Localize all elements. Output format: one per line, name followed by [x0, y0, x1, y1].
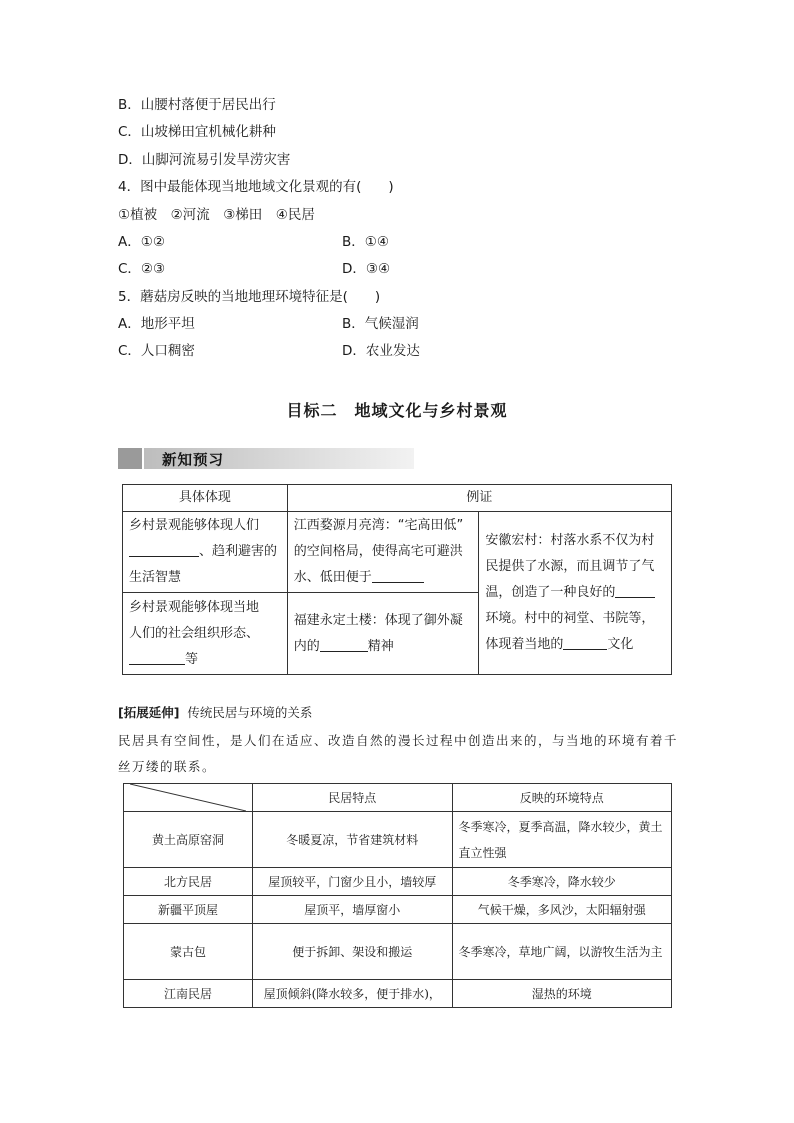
cell-text: 环境。村中的祠堂、书院等，: [485, 611, 655, 626]
fill-blank[interactable]: [320, 637, 368, 652]
section-banner: [118, 448, 414, 469]
option-5d: D．农业发达: [342, 343, 420, 359]
fill-blank[interactable]: [563, 635, 607, 650]
dwelling-name: 江南民居: [124, 980, 253, 1008]
dwelling-env: 冬季寒冷，夏季高温，降水较少，黄土直立性强: [452, 812, 672, 868]
dwelling-env: 冬季寒冷，草地广阔，以游牧生活为主: [452, 924, 672, 980]
table1-r1-c2: [287, 512, 479, 593]
dwelling-feature: 屋顶倾斜(降水较多，便于排水)，: [253, 980, 453, 1008]
extension-heading: [118, 704, 312, 722]
question-4-items: ①植被 ②河流 ③梯田 ④民居: [118, 207, 315, 223]
preview-table: [122, 484, 672, 675]
cell-text: 福建永定土楼：体现了御外凝: [293, 612, 463, 628]
cell-text: 民提供了水源，而且调节了气: [485, 559, 655, 574]
cell-text-part: 体现着当地的: [485, 637, 564, 652]
cell-text-part: 内的: [293, 638, 320, 654]
dwelling-name: 新疆平顶屋: [124, 896, 253, 924]
cell-text-part: 、趋利避害的: [199, 544, 278, 559]
cell-text: [294, 565, 473, 591]
table-row: [124, 980, 672, 1008]
dwelling-table: [123, 783, 672, 1008]
cell-text: 江西婺源月亮湾：“宅高田低”: [293, 518, 464, 533]
option-5b: B．气候湿润: [342, 316, 419, 332]
option-3c: C．山坡梯田宜机械化耕种: [118, 124, 276, 140]
option-4c: C．②③: [118, 261, 166, 277]
table1-c3: [479, 512, 672, 675]
extension-tag: [拓展延伸]: [118, 705, 180, 720]
table1-r1-c1: [123, 512, 288, 593]
dwelling-name: 蒙古包: [124, 924, 253, 980]
table1-header-col1: 具体体现: [123, 485, 288, 512]
diagonal-header-cell: [124, 784, 253, 812]
table-row: [124, 924, 672, 980]
fill-blank[interactable]: [615, 583, 655, 598]
option-5a: A．地形平坦: [118, 316, 195, 332]
dwelling-feature: 便于拆卸、架设和搬运: [253, 924, 453, 980]
table-row: [124, 812, 672, 868]
dwelling-name: 黄土高原窑洞: [124, 812, 253, 868]
section-title: 目标二 地域文化与乡村景观: [286, 401, 508, 420]
fill-blank[interactable]: [372, 568, 424, 583]
question-4-stem: 4．图中最能体现当地地域文化景观的有( ): [118, 179, 394, 195]
cell-text: [294, 634, 473, 660]
dwelling-env: 湿热的环境: [452, 980, 672, 1008]
fill-blank[interactable]: [129, 542, 199, 557]
dwelling-env: 气候干燥，多风沙，太阳辐射强: [452, 896, 672, 924]
table1-header-col2: 例证: [287, 485, 671, 512]
fill-blank[interactable]: [129, 650, 185, 665]
table-row: [124, 868, 672, 896]
banner-label: 新知预习: [162, 453, 224, 469]
option-5c: C．人口稠密: [118, 343, 195, 359]
cell-text: 乡村景观能够体现当地: [129, 599, 260, 615]
extension-paragraph: 民居具有空间性，是人们在适应、改造自然的漫长过程中创造出来的，与当地的环境有着千丝万缕的联系。: [118, 733, 679, 774]
extension-title: 传统民居与环境的关系: [187, 705, 313, 720]
cell-text-part: 精神: [367, 638, 394, 654]
option-4d: D．③④: [342, 261, 391, 277]
cell-text-part: 文化: [607, 637, 634, 652]
cell-text: 人们的社会组织形态、: [129, 625, 260, 641]
table1-r2-c1: [123, 593, 288, 675]
cell-text-part: 温，创造了一种良好的: [485, 585, 616, 600]
cell-text: [485, 580, 665, 606]
cell-text: [485, 632, 665, 658]
cell-text: 生活智慧: [129, 570, 182, 585]
question-5-stem: 5．蘑菇房反映的当地地理环境特征是( ): [118, 289, 381, 305]
option-4b: B．①④: [342, 234, 389, 250]
table2-header-env: 反映的环境特点: [452, 784, 672, 812]
table1-r2-c2: [287, 593, 479, 675]
cell-text: 的空间格局，使得高宅可避洪: [293, 544, 463, 559]
cell-text: 乡村景观能够体现人们: [129, 518, 260, 533]
dwelling-env: 冬季寒冷，降水较少: [452, 868, 672, 896]
cell-text: [129, 539, 281, 565]
dwelling-feature: 屋顶平，墙厚窗小: [253, 896, 453, 924]
dwelling-feature: 屋顶较平，门窗少且小，墙较厚: [253, 868, 453, 896]
table-row: [124, 896, 672, 924]
cell-text-part: 水、低田便于: [293, 570, 372, 585]
diagonal-line: [130, 784, 246, 811]
table2-header-feature: 民居特点: [253, 784, 453, 812]
dwelling-feature: 冬暖夏凉，节省建筑材料: [253, 812, 453, 868]
option-4a: A．①②: [118, 234, 165, 250]
dwelling-name: 北方民居: [124, 868, 253, 896]
cell-text-part: 等: [185, 651, 199, 667]
cell-text: [129, 647, 281, 673]
option-3d: D．山脚河流易引发旱涝灾害: [118, 152, 291, 168]
cell-text: 安徽宏村：村落水系不仅为村: [485, 533, 655, 548]
option-3b: B．山腰村落便于居民出行: [118, 97, 276, 113]
